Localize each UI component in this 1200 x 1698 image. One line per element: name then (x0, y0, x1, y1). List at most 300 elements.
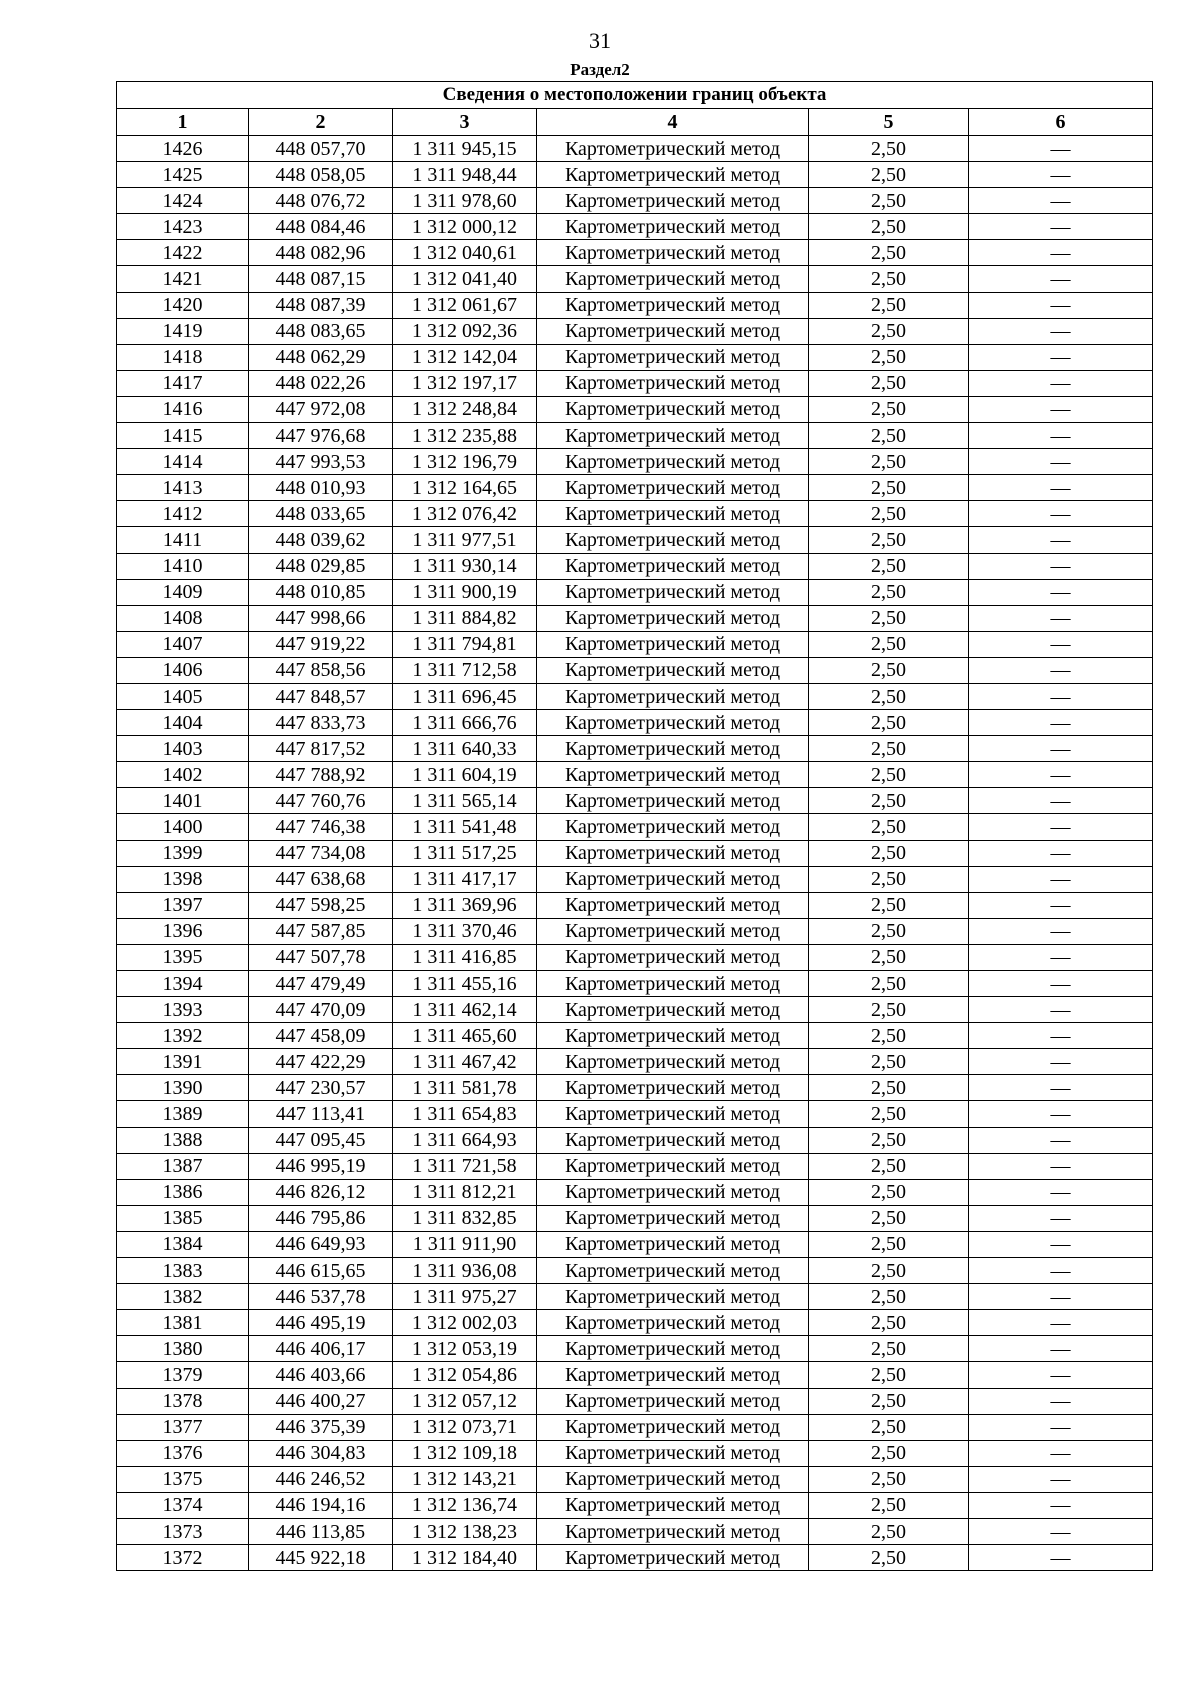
method-cell: Картометрический метод (537, 1258, 809, 1284)
y-coordinate-cell: 1 312 184,40 (393, 1545, 537, 1571)
table-row (117, 866, 1153, 892)
method-cell: Картометрический метод (537, 449, 809, 475)
x-coordinate-cell: 446 194,16 (249, 1492, 393, 1518)
x-coordinate-cell: 447 479,49 (249, 971, 393, 997)
table-row (117, 1049, 1153, 1075)
precision-cell: 2,50 (809, 1153, 969, 1179)
method-cell: Картометрический метод (537, 240, 809, 266)
precision-cell: 2,50 (809, 1545, 969, 1571)
method-cell: Картометрический метод (537, 214, 809, 240)
precision-cell: 2,50 (809, 971, 969, 997)
table-row (117, 1231, 1153, 1257)
method-cell: Картометрический метод (537, 318, 809, 344)
precision-cell: 2,50 (809, 527, 969, 553)
y-coordinate-cell: 1 311 581,78 (393, 1075, 537, 1101)
y-coordinate-cell: 1 311 654,83 (393, 1101, 537, 1127)
description-cell: — (969, 971, 1153, 997)
table-row (117, 501, 1153, 527)
method-cell: Картометрический метод (537, 866, 809, 892)
method-cell: Картометрический метод (537, 1414, 809, 1440)
point-number-cell: 1396 (117, 918, 249, 944)
y-coordinate-cell: 1 311 832,85 (393, 1205, 537, 1231)
x-coordinate-cell: 448 087,15 (249, 266, 393, 292)
precision-cell: 2,50 (809, 1205, 969, 1231)
table-row (117, 1440, 1153, 1466)
y-coordinate-cell: 1 312 164,65 (393, 475, 537, 501)
method-cell: Картометрический метод (537, 188, 809, 214)
description-cell: — (969, 1075, 1153, 1101)
y-coordinate-cell: 1 312 041,40 (393, 266, 537, 292)
y-coordinate-cell: 1 312 000,12 (393, 214, 537, 240)
table-row (117, 1023, 1153, 1049)
table-row (117, 449, 1153, 475)
description-cell: — (969, 501, 1153, 527)
point-number-cell: 1391 (117, 1049, 249, 1075)
precision-cell: 2,50 (809, 188, 969, 214)
column-header: 4 (537, 109, 809, 136)
y-coordinate-cell: 1 311 465,60 (393, 1023, 537, 1049)
y-coordinate-cell: 1 311 417,17 (393, 866, 537, 892)
column-header: 2 (249, 109, 393, 136)
y-coordinate-cell: 1 311 948,44 (393, 162, 537, 188)
precision-cell: 2,50 (809, 214, 969, 240)
x-coordinate-cell: 447 734,08 (249, 840, 393, 866)
x-coordinate-cell: 448 084,46 (249, 214, 393, 240)
y-coordinate-cell: 1 311 517,25 (393, 840, 537, 866)
point-number-cell: 1407 (117, 631, 249, 657)
y-coordinate-cell: 1 311 712,58 (393, 657, 537, 683)
precision-cell: 2,50 (809, 1075, 969, 1101)
point-number-cell: 1418 (117, 344, 249, 370)
point-number-cell: 1417 (117, 370, 249, 396)
table-row (117, 344, 1153, 370)
y-coordinate-cell: 1 311 369,96 (393, 892, 537, 918)
precision-cell: 2,50 (809, 866, 969, 892)
x-coordinate-cell: 448 087,39 (249, 292, 393, 318)
x-coordinate-cell: 447 638,68 (249, 866, 393, 892)
table-row (117, 475, 1153, 501)
table-row (117, 240, 1153, 266)
x-coordinate-cell: 447 230,57 (249, 1075, 393, 1101)
y-coordinate-cell: 1 311 664,93 (393, 1127, 537, 1153)
page-number: 31 (589, 28, 611, 53)
point-number-cell: 1376 (117, 1440, 249, 1466)
precision-cell: 2,50 (809, 997, 969, 1023)
precision-cell: 2,50 (809, 318, 969, 344)
description-cell: — (969, 423, 1153, 449)
description-cell: — (969, 292, 1153, 318)
table-row (117, 814, 1153, 840)
point-number-cell: 1402 (117, 762, 249, 788)
x-coordinate-cell: 446 495,19 (249, 1310, 393, 1336)
precision-cell: 2,50 (809, 631, 969, 657)
y-coordinate-cell: 1 311 936,08 (393, 1258, 537, 1284)
column-header: 1 (117, 109, 249, 136)
x-coordinate-cell: 447 858,56 (249, 657, 393, 683)
point-number-cell: 1375 (117, 1466, 249, 1492)
precision-cell: 2,50 (809, 1101, 969, 1127)
table-row (117, 1101, 1153, 1127)
x-coordinate-cell: 446 615,65 (249, 1258, 393, 1284)
x-coordinate-cell: 446 375,39 (249, 1414, 393, 1440)
point-number-cell: 1384 (117, 1231, 249, 1257)
y-coordinate-cell: 1 311 370,46 (393, 918, 537, 944)
description-cell: — (969, 1284, 1153, 1310)
y-coordinate-cell: 1 311 884,82 (393, 605, 537, 631)
description-cell: — (969, 1023, 1153, 1049)
precision-cell: 2,50 (809, 1023, 969, 1049)
precision-cell: 2,50 (809, 1310, 969, 1336)
method-cell: Картометрический метод (537, 1466, 809, 1492)
y-coordinate-cell: 1 311 977,51 (393, 527, 537, 553)
table-row (117, 527, 1153, 553)
x-coordinate-cell: 447 817,52 (249, 736, 393, 762)
point-number-cell: 1385 (117, 1205, 249, 1231)
point-number-cell: 1410 (117, 553, 249, 579)
y-coordinate-cell: 1 311 911,90 (393, 1231, 537, 1257)
method-cell: Картометрический метод (537, 814, 809, 840)
x-coordinate-cell: 446 826,12 (249, 1179, 393, 1205)
y-coordinate-cell: 1 312 092,36 (393, 318, 537, 344)
x-coordinate-cell: 447 998,66 (249, 605, 393, 631)
table-row (117, 1284, 1153, 1310)
description-cell: — (969, 553, 1153, 579)
boundary-coordinates-table (116, 81, 1153, 1571)
y-coordinate-cell: 1 311 978,60 (393, 188, 537, 214)
y-coordinate-cell: 1 311 930,14 (393, 553, 537, 579)
method-cell: Картометрический метод (537, 553, 809, 579)
point-number-cell: 1394 (117, 971, 249, 997)
y-coordinate-cell: 1 311 640,33 (393, 736, 537, 762)
x-coordinate-cell: 447 470,09 (249, 997, 393, 1023)
method-cell: Картометрический метод (537, 788, 809, 814)
precision-cell: 2,50 (809, 1231, 969, 1257)
point-number-cell: 1397 (117, 892, 249, 918)
table-row (117, 423, 1153, 449)
y-coordinate-cell: 1 312 136,74 (393, 1492, 537, 1518)
table-row (117, 1258, 1153, 1284)
method-cell: Картометрический метод (537, 396, 809, 422)
description-cell: — (969, 997, 1153, 1023)
table-row (117, 1179, 1153, 1205)
description-cell: — (969, 788, 1153, 814)
method-cell: Картометрический метод (537, 1179, 809, 1205)
point-number-cell: 1392 (117, 1023, 249, 1049)
table-row (117, 631, 1153, 657)
point-number-cell: 1426 (117, 136, 249, 162)
precision-cell: 2,50 (809, 1336, 969, 1362)
precision-cell: 2,50 (809, 579, 969, 605)
point-number-cell: 1404 (117, 710, 249, 736)
y-coordinate-cell: 1 312 196,79 (393, 449, 537, 475)
table-row (117, 1466, 1153, 1492)
description-cell: — (969, 1231, 1153, 1257)
x-coordinate-cell: 446 403,66 (249, 1362, 393, 1388)
description-cell: — (969, 1258, 1153, 1284)
y-coordinate-cell: 1 311 696,45 (393, 683, 537, 709)
method-cell: Картометрический метод (537, 1518, 809, 1544)
y-coordinate-cell: 1 311 794,81 (393, 631, 537, 657)
description-cell: — (969, 1336, 1153, 1362)
table-row (117, 370, 1153, 396)
method-cell: Картометрический метод (537, 266, 809, 292)
table-row (117, 736, 1153, 762)
description-cell: — (969, 1414, 1153, 1440)
x-coordinate-cell: 447 976,68 (249, 423, 393, 449)
y-coordinate-cell: 1 312 053,19 (393, 1336, 537, 1362)
table-row (117, 1414, 1153, 1440)
method-cell: Картометрический метод (537, 527, 809, 553)
x-coordinate-cell: 446 406,17 (249, 1336, 393, 1362)
column-header: 5 (809, 109, 969, 136)
precision-cell: 2,50 (809, 423, 969, 449)
table-row (117, 944, 1153, 970)
point-number-cell: 1415 (117, 423, 249, 449)
precision-cell: 2,50 (809, 475, 969, 501)
description-cell: — (969, 136, 1153, 162)
point-number-cell: 1381 (117, 1310, 249, 1336)
point-number-cell: 1395 (117, 944, 249, 970)
point-number-cell: 1390 (117, 1075, 249, 1101)
x-coordinate-cell: 448 057,70 (249, 136, 393, 162)
precision-cell: 2,50 (809, 396, 969, 422)
x-coordinate-cell: 445 922,18 (249, 1545, 393, 1571)
method-cell: Картометрический метод (537, 683, 809, 709)
point-number-cell: 1420 (117, 292, 249, 318)
y-coordinate-cell: 1 311 812,21 (393, 1179, 537, 1205)
point-number-cell: 1387 (117, 1153, 249, 1179)
description-cell: — (969, 579, 1153, 605)
y-coordinate-cell: 1 312 076,42 (393, 501, 537, 527)
column-header: 3 (393, 109, 537, 136)
point-number-cell: 1423 (117, 214, 249, 240)
table-row (117, 1127, 1153, 1153)
point-number-cell: 1377 (117, 1414, 249, 1440)
method-cell: Картометрический метод (537, 475, 809, 501)
precision-cell: 2,50 (809, 1414, 969, 1440)
x-coordinate-cell: 446 113,85 (249, 1518, 393, 1544)
precision-cell: 2,50 (809, 605, 969, 631)
y-coordinate-cell: 1 311 455,16 (393, 971, 537, 997)
x-coordinate-cell: 447 458,09 (249, 1023, 393, 1049)
point-number-cell: 1374 (117, 1492, 249, 1518)
x-coordinate-cell: 447 760,76 (249, 788, 393, 814)
description-cell: — (969, 1466, 1153, 1492)
table-row (117, 266, 1153, 292)
x-coordinate-cell: 446 995,19 (249, 1153, 393, 1179)
table-row (117, 292, 1153, 318)
method-cell: Картометрический метод (537, 944, 809, 970)
table-row (117, 840, 1153, 866)
method-cell: Картометрический метод (537, 1049, 809, 1075)
description-cell: — (969, 527, 1153, 553)
y-coordinate-cell: 1 311 467,42 (393, 1049, 537, 1075)
precision-cell: 2,50 (809, 1492, 969, 1518)
method-cell: Картометрический метод (537, 1440, 809, 1466)
method-cell: Картометрический метод (537, 501, 809, 527)
method-cell: Картометрический метод (537, 918, 809, 944)
x-coordinate-cell: 447 972,08 (249, 396, 393, 422)
description-cell: — (969, 631, 1153, 657)
point-number-cell: 1388 (117, 1127, 249, 1153)
y-coordinate-cell: 1 312 054,86 (393, 1362, 537, 1388)
method-cell: Картометрический метод (537, 136, 809, 162)
point-number-cell: 1408 (117, 605, 249, 631)
y-coordinate-cell: 1 311 462,14 (393, 997, 537, 1023)
description-cell: — (969, 475, 1153, 501)
table-row (117, 553, 1153, 579)
x-coordinate-cell: 448 029,85 (249, 553, 393, 579)
column-header-row (117, 109, 1153, 136)
description-cell: — (969, 892, 1153, 918)
column-header: 6 (969, 109, 1153, 136)
description-cell: — (969, 1310, 1153, 1336)
y-coordinate-cell: 1 312 073,71 (393, 1414, 537, 1440)
description-cell: — (969, 1545, 1153, 1571)
y-coordinate-cell: 1 312 057,12 (393, 1388, 537, 1414)
table-row (117, 1205, 1153, 1231)
point-number-cell: 1403 (117, 736, 249, 762)
point-number-cell: 1373 (117, 1518, 249, 1544)
method-cell: Картометрический метод (537, 1075, 809, 1101)
point-number-cell: 1379 (117, 1362, 249, 1388)
method-cell: Картометрический метод (537, 1492, 809, 1518)
x-coordinate-cell: 448 033,65 (249, 501, 393, 527)
precision-cell: 2,50 (809, 1518, 969, 1544)
precision-cell: 2,50 (809, 892, 969, 918)
x-coordinate-cell: 446 537,78 (249, 1284, 393, 1310)
description-cell: — (969, 1049, 1153, 1075)
method-cell: Картометрический метод (537, 605, 809, 631)
precision-cell: 2,50 (809, 788, 969, 814)
precision-cell: 2,50 (809, 449, 969, 475)
method-cell: Картометрический метод (537, 631, 809, 657)
point-number-cell: 1421 (117, 266, 249, 292)
y-coordinate-cell: 1 312 109,18 (393, 1440, 537, 1466)
point-number-cell: 1412 (117, 501, 249, 527)
y-coordinate-cell: 1 311 666,76 (393, 710, 537, 736)
description-cell: — (969, 918, 1153, 944)
method-cell: Картометрический метод (537, 292, 809, 318)
precision-cell: 2,50 (809, 501, 969, 527)
y-coordinate-cell: 1 311 541,48 (393, 814, 537, 840)
description-cell: — (969, 344, 1153, 370)
table-row (117, 188, 1153, 214)
description-cell: — (969, 605, 1153, 631)
description-cell: — (969, 396, 1153, 422)
x-coordinate-cell: 447 833,73 (249, 710, 393, 736)
x-coordinate-cell: 447 788,92 (249, 762, 393, 788)
precision-cell: 2,50 (809, 240, 969, 266)
precision-cell: 2,50 (809, 1440, 969, 1466)
point-number-cell: 1393 (117, 997, 249, 1023)
table-row (117, 1153, 1153, 1179)
y-coordinate-cell: 1 312 040,61 (393, 240, 537, 266)
method-cell: Картометрический метод (537, 1153, 809, 1179)
x-coordinate-cell: 446 795,86 (249, 1205, 393, 1231)
method-cell: Картометрический метод (537, 423, 809, 449)
point-number-cell: 1400 (117, 814, 249, 840)
method-cell: Картометрический метод (537, 762, 809, 788)
precision-cell: 2,50 (809, 1049, 969, 1075)
section-label: Раздел2 (570, 60, 630, 79)
precision-cell: 2,50 (809, 840, 969, 866)
x-coordinate-cell: 446 649,93 (249, 1231, 393, 1257)
point-number-cell: 1406 (117, 657, 249, 683)
y-coordinate-cell: 1 312 143,21 (393, 1466, 537, 1492)
x-coordinate-cell: 446 246,52 (249, 1466, 393, 1492)
x-coordinate-cell: 447 507,78 (249, 944, 393, 970)
x-coordinate-cell: 448 058,05 (249, 162, 393, 188)
point-number-cell: 1424 (117, 188, 249, 214)
description-cell: — (969, 1127, 1153, 1153)
x-coordinate-cell: 448 082,96 (249, 240, 393, 266)
method-cell: Картометрический метод (537, 1101, 809, 1127)
method-cell: Картометрический метод (537, 1336, 809, 1362)
precision-cell: 2,50 (809, 944, 969, 970)
table-row (117, 162, 1153, 188)
x-coordinate-cell: 447 095,45 (249, 1127, 393, 1153)
precision-cell: 2,50 (809, 553, 969, 579)
method-cell: Картометрический метод (537, 370, 809, 396)
table-row (117, 605, 1153, 631)
point-number-cell: 1425 (117, 162, 249, 188)
point-number-cell: 1409 (117, 579, 249, 605)
method-cell: Картометрический метод (537, 1127, 809, 1153)
y-coordinate-cell: 1 312 248,84 (393, 396, 537, 422)
method-cell: Картометрический метод (537, 736, 809, 762)
precision-cell: 2,50 (809, 918, 969, 944)
y-coordinate-cell: 1 311 565,14 (393, 788, 537, 814)
table-row (117, 1545, 1153, 1571)
table-row (117, 1492, 1153, 1518)
table-row (117, 997, 1153, 1023)
description-cell: — (969, 1101, 1153, 1127)
description-cell: — (969, 944, 1153, 970)
precision-cell: 2,50 (809, 683, 969, 709)
table-row (117, 136, 1153, 162)
method-cell: Картометрический метод (537, 1284, 809, 1310)
x-coordinate-cell: 448 039,62 (249, 527, 393, 553)
y-coordinate-cell: 1 312 197,17 (393, 370, 537, 396)
y-coordinate-cell: 1 311 900,19 (393, 579, 537, 605)
method-cell: Картометрический метод (537, 710, 809, 736)
description-cell: — (969, 449, 1153, 475)
precision-cell: 2,50 (809, 762, 969, 788)
table-row (117, 1362, 1153, 1388)
y-coordinate-cell: 1 312 138,23 (393, 1518, 537, 1544)
method-cell: Картометрический метод (537, 344, 809, 370)
method-cell: Картометрический метод (537, 971, 809, 997)
x-coordinate-cell: 447 919,22 (249, 631, 393, 657)
point-number-cell: 1401 (117, 788, 249, 814)
x-coordinate-cell: 448 010,85 (249, 579, 393, 605)
point-number-cell: 1378 (117, 1388, 249, 1414)
x-coordinate-cell: 448 022,26 (249, 370, 393, 396)
table-row (117, 1310, 1153, 1336)
y-coordinate-cell: 1 312 061,67 (393, 292, 537, 318)
description-cell: — (969, 710, 1153, 736)
precision-cell: 2,50 (809, 1127, 969, 1153)
method-cell: Картометрический метод (537, 892, 809, 918)
precision-cell: 2,50 (809, 266, 969, 292)
point-number-cell: 1416 (117, 396, 249, 422)
description-cell: — (969, 840, 1153, 866)
description-cell: — (969, 1362, 1153, 1388)
table-row (117, 579, 1153, 605)
method-cell: Картометрический метод (537, 1231, 809, 1257)
point-number-cell: 1422 (117, 240, 249, 266)
